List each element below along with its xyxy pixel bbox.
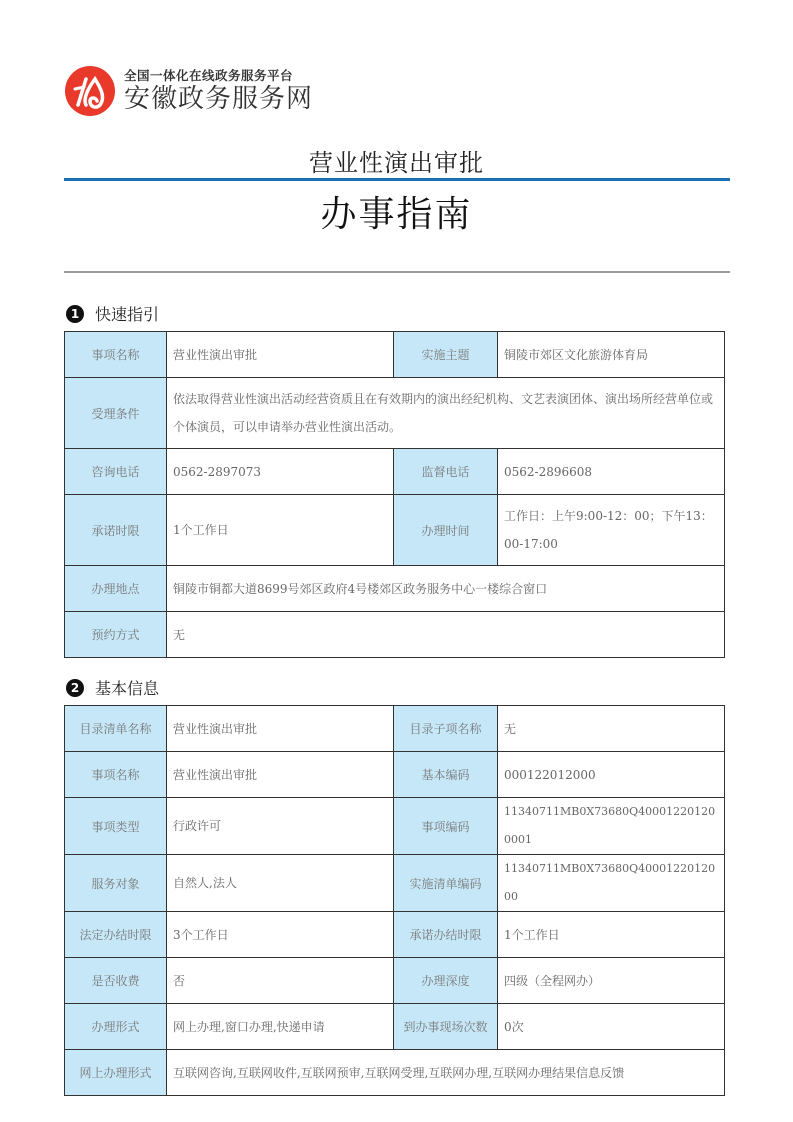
field-value: 0562-2897073	[167, 449, 394, 495]
site-logo[interactable]	[64, 64, 313, 118]
table-row	[65, 495, 725, 566]
field-label: 办理深度	[394, 958, 498, 1004]
table-row	[65, 612, 725, 658]
field-value: 四级（全程网办）	[498, 958, 725, 1004]
field-label: 是否收费	[65, 958, 167, 1004]
section-heading-quick-guide	[66, 302, 159, 325]
document-title: 办事指南	[320, 194, 473, 235]
field-value: 铜陵市铜都大道8699号郊区政府4号楼郊区政务服务中心一楼综合窗口	[167, 566, 725, 612]
field-label: 咨询电话	[65, 449, 167, 495]
field-label: 到办事现场次数	[394, 1004, 498, 1050]
field-label: 实施清单编码	[394, 855, 498, 912]
field-value: 工作日：上午9:00-12：00；下午13：00-17:00	[498, 495, 725, 566]
table-row	[65, 332, 725, 378]
field-value: 11340711MB0X73680Q4000122012000	[498, 855, 725, 912]
field-value: 无	[167, 612, 725, 658]
field-label: 监督电话	[394, 449, 498, 495]
field-value: 营业性演出审批	[167, 752, 394, 798]
table-row	[65, 1050, 725, 1096]
gray-divider	[64, 271, 730, 273]
table-row	[65, 1004, 725, 1050]
number-two-icon: 2	[66, 679, 84, 697]
field-label: 办理时间	[394, 495, 498, 566]
field-label: 事项编码	[394, 798, 498, 855]
field-value: 网上办理,窗口办理,快递申请	[167, 1004, 394, 1050]
table-row	[65, 449, 725, 495]
field-value: 1个工作日	[498, 912, 725, 958]
field-value: 无	[498, 706, 725, 752]
field-value: 互联网咨询,互联网收件,互联网预审,互联网受理,互联网办理,互联网办理结果信息反馈	[167, 1050, 725, 1096]
field-value: 11340711MB0X73680Q400012201200001	[498, 798, 725, 855]
field-label: 承诺办结时限	[394, 912, 498, 958]
field-value: 铜陵市郊区文化旅游体育局	[498, 332, 725, 378]
table-row	[65, 378, 725, 449]
section-heading-basic-info	[66, 676, 159, 699]
field-label: 目录子项名称	[394, 706, 498, 752]
table-row	[65, 912, 725, 958]
basic-info-table	[64, 705, 725, 1096]
field-label: 法定办结时限	[65, 912, 167, 958]
field-value: 3个工作日	[167, 912, 394, 958]
field-value: 自然人,法人	[167, 855, 394, 912]
field-value: 0次	[498, 1004, 725, 1050]
quick-guide-table	[64, 331, 725, 658]
field-label: 目录清单名称	[65, 706, 167, 752]
table-row	[65, 706, 725, 752]
table-row	[65, 958, 725, 1004]
field-value: 1个工作日	[167, 495, 394, 566]
section-title: 基本信息	[95, 679, 160, 698]
field-label: 基本编码	[394, 752, 498, 798]
table-row	[65, 855, 725, 912]
field-value: 营业性演出审批	[167, 332, 394, 378]
field-label: 服务对象	[65, 855, 167, 912]
anhui-gov-logo-icon	[64, 65, 116, 117]
platform-line: 全国一体化在线政务服务平台	[124, 68, 294, 83]
field-label: 网上办理形式	[65, 1050, 167, 1096]
table-row	[65, 752, 725, 798]
number-one-icon: 1	[66, 305, 84, 323]
field-value: 否	[167, 958, 394, 1004]
field-label: 事项名称	[65, 752, 167, 798]
field-label: 承诺时限	[65, 495, 167, 566]
field-value: 营业性演出审批	[167, 706, 394, 752]
table-row	[65, 566, 725, 612]
field-label: 办理地点	[65, 566, 167, 612]
blue-divider	[64, 178, 730, 181]
field-label: 受理条件	[65, 378, 167, 449]
service-subject: 营业性演出审批	[309, 149, 484, 177]
site-name: 安徽政务服务网	[124, 84, 314, 114]
field-value: 依法取得营业性演出活动经营资质且在有效期内的演出经纪机构、文艺表演团体、演出场所经营单位或个体演员，可以申请举办营业性演出活动。	[167, 378, 725, 449]
section-title: 快速指引	[95, 305, 160, 324]
field-label: 事项类型	[65, 798, 167, 855]
field-label: 事项名称	[65, 332, 167, 378]
field-label: 实施主题	[394, 332, 498, 378]
field-value: 0562-2896608	[498, 449, 725, 495]
field-value: 行政许可	[167, 798, 394, 855]
field-value: 000122012000	[498, 752, 725, 798]
field-label: 预约方式	[65, 612, 167, 658]
field-label: 办理形式	[65, 1004, 167, 1050]
table-row	[65, 798, 725, 855]
